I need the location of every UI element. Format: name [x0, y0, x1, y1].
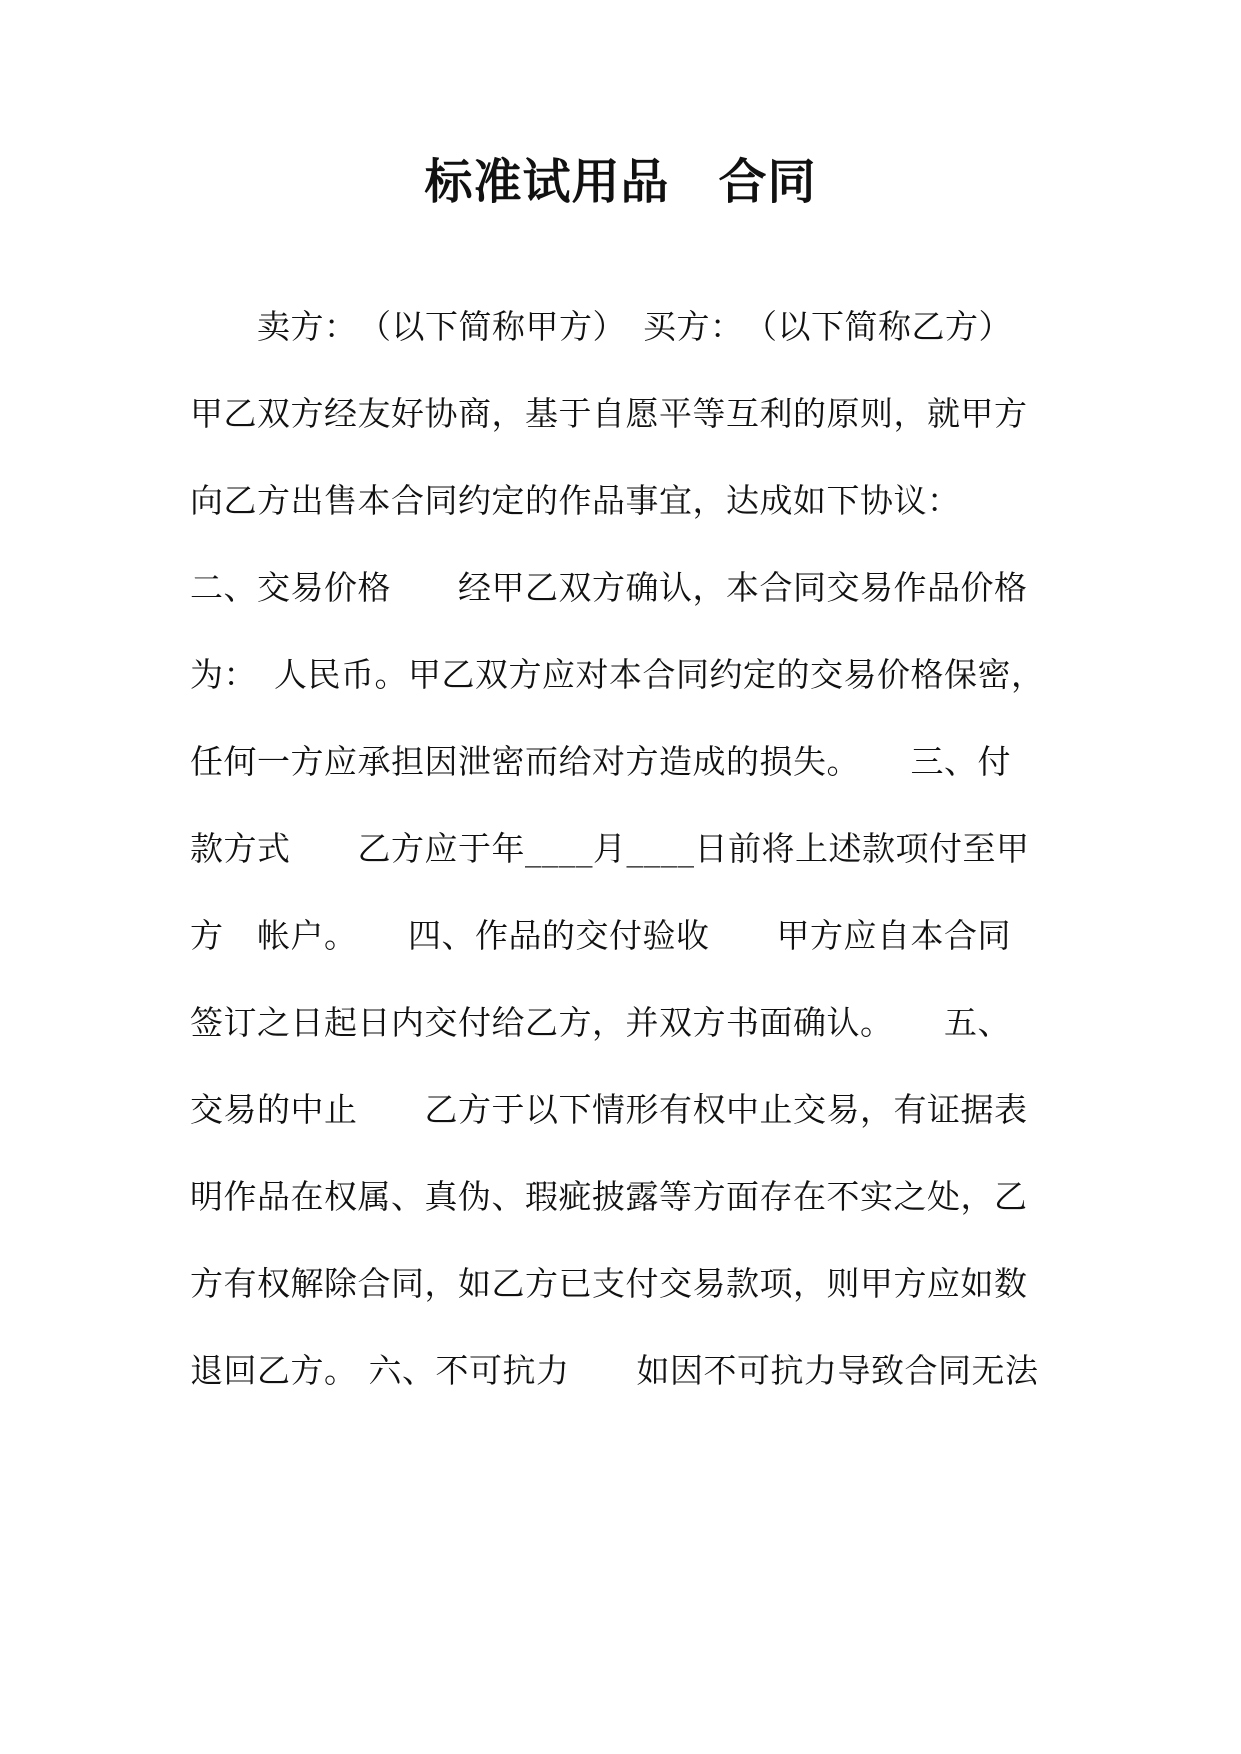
body-line-9: 签订之日起日内交付给乙方，并双方书面确认。 五、 — [190, 1003, 1011, 1042]
body-line-2: 甲乙双方经友好协商，基于自愿平等互利的原则，就甲方 — [190, 394, 1028, 433]
document-title: 标准试用品 合同 — [424, 154, 817, 210]
body-line-4: 二、交易价格 经甲乙双方确认，本合同交易作品价格 — [190, 568, 1028, 607]
body-line-5: 为： 人民币。甲乙双方应对本合同约定的交易价格保密， — [190, 655, 1045, 694]
body-line-8: 方 帐户。 四、作品的交付验收 甲方应自本合同 — [190, 916, 1011, 955]
body-line-10: 交易的中止 乙方于以下情形有权中止交易，有证据表 — [190, 1090, 1028, 1129]
body-line-6: 任何一方应承担因泄密而给对方造成的损失。 三、付 — [190, 742, 1011, 781]
body-line-1: 卖方： （以下简称甲方） 买方： （以下简称乙方） — [190, 307, 1012, 346]
body-line-12: 方有权解除合同，如乙方已支付交易款项，则甲方应如数 — [190, 1264, 1028, 1303]
body-line-7: 款方式 乙方应于年____月____日前将上述款项付至甲 — [190, 829, 1030, 868]
body-line-3: 向乙方出售本合同约定的作品事宜，达成如下协议： — [190, 481, 961, 520]
body-line-11: 明作品在权属、真伪、瑕疵披露等方面存在不实之处，乙 — [190, 1177, 1028, 1216]
body-line-13: 退回乙方。 六、不可抗力 如因不可抗力导致合同无法 — [190, 1351, 1039, 1390]
